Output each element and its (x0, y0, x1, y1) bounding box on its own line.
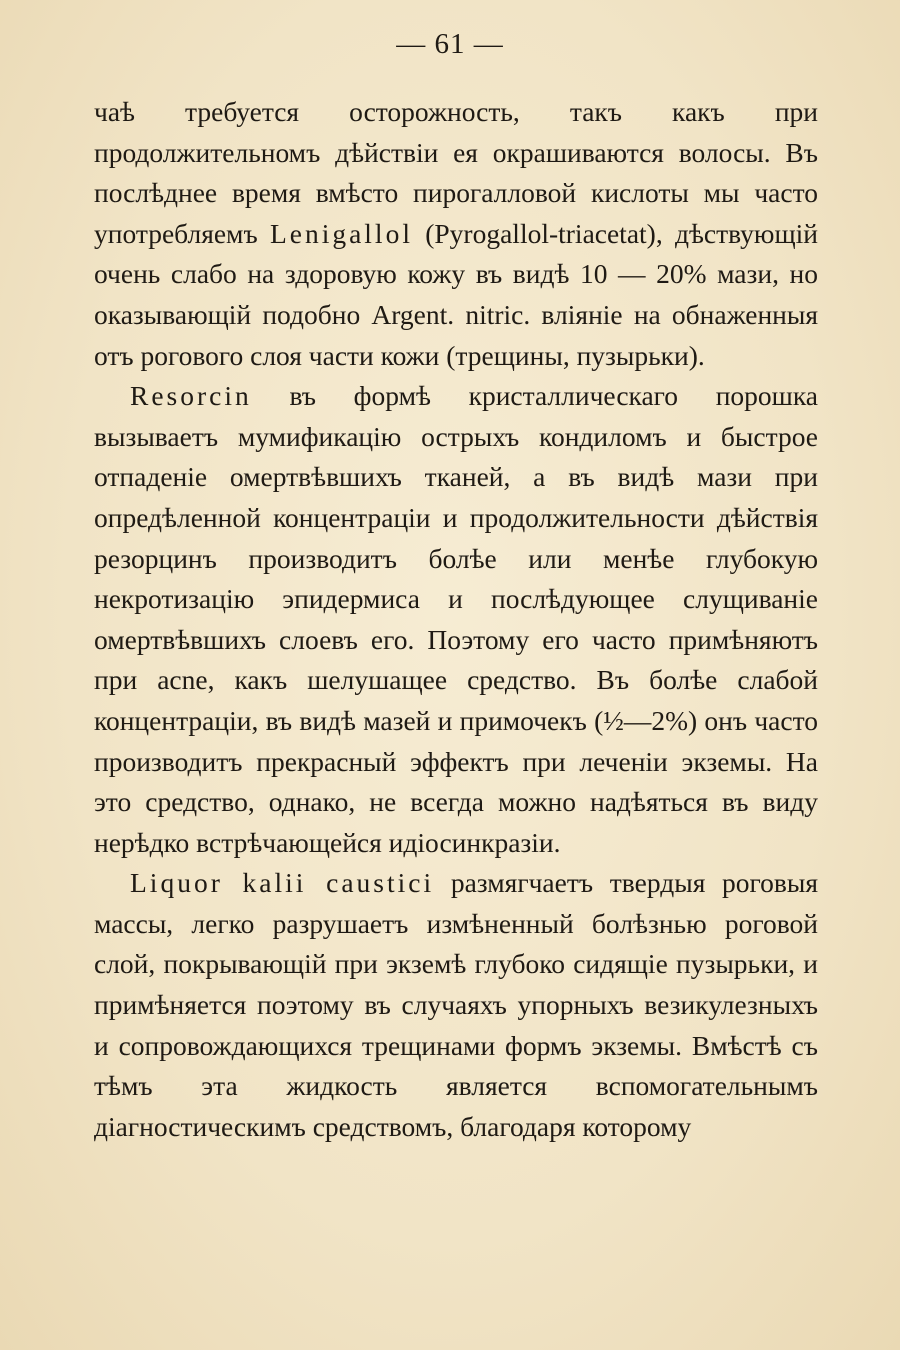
page-number: — 61 — (396, 28, 504, 60)
paragraph-liquor-kalii (94, 863, 818, 1147)
body-text (94, 92, 818, 1147)
paragraph-text: въ формѣ кристаллическаго порошка вызываетъ мумификацію острыхъ кондиломъ и быстрое отпаденіе омертвѣвшихъ тканей, а въ видѣ мази при опредѣленной концентраціи и продолжительности дѣйствія резорцинъ производитъ болѣе или менѣе глубокую некротизацію эпидермиса и послѣдующее слущиваніе омертвѣвшихъ слоевъ его. Поэтому его часто примѣняютъ при acne, какъ шелушащее средство. Въ болѣе слабой концентраціи, въ видѣ мазей и примочекъ (½—2%) онъ часто производитъ прекрасный эффектъ при леченіи экземы. На это средство, однако, не всегда можно надѣяться въ виду нерѣдко встрѣчающейся идіосинкразіи. (94, 380, 818, 858)
paragraph-resorcin (94, 376, 818, 863)
term-lenigallol: Lenigallol (269, 217, 413, 249)
paragraph-text: размягчаетъ твердыя роговыя массы, легко разрушаетъ измѣненный болѣзнью роговой слой, покрывающій при экземѣ глубоко сидящіе пузырьки, и примѣняется поэтому въ случаяхъ упорныхъ везикулезныхъ и сопровождающихся трещинами формъ экземы. Вмѣстѣ съ тѣмъ эта жидкость является вспомогательнымъ діагностическимъ средствомъ, благодаря которому (94, 867, 819, 1142)
paragraph-text: чаѣ требуется осторожность, такъ какъ при продолжительномъ дѣйствіи ея окрашиваются волосы. Въ послѣднее время вмѣсто пирогалловой кислоты мы часто употребляемъ (94, 96, 818, 249)
term-liquor-kalii-caustici: Liquor kalii caustici (130, 867, 435, 899)
paragraph-text: (Pyrogallol-triacetat), дѣствующій очень слабо на здоровую кожу въ видѣ 10 — 20% мази, но оказывающій подобно Argent. nitric. вліяніе на обнаженныя отъ рогового слоя части кожи (трещины, пузырьки). (94, 217, 818, 371)
term-resorcin: Resorcin (130, 380, 252, 412)
paragraph-pyrogallol (94, 92, 818, 376)
